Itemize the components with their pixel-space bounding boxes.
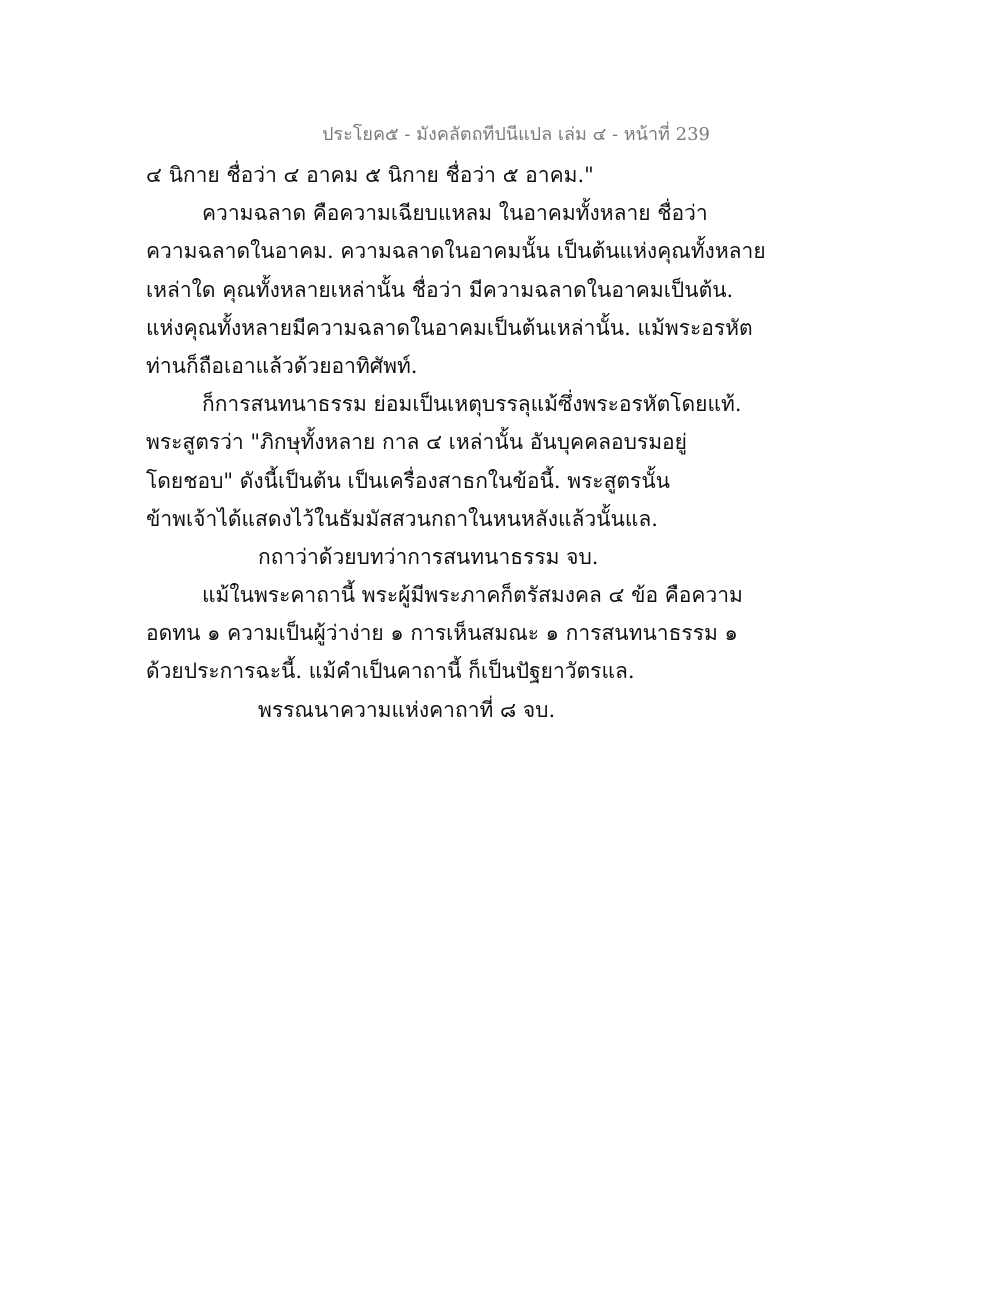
paragraph-start-line: ก็การสนทนาธรรม ย่อมเป็นเหตุบรรลุแม้ซึ่งพระอรหัตโดยแท้. — [202, 392, 742, 417]
text-line: ข้าพเจ้าได้แสดงไว้ในธัมมัสสวนกถาในหนหลังแล้วนั้นแล. — [146, 506, 658, 531]
running-header: ประโยค๕ - มังคลัตถทีปนีแปล เล่ม ๔ - หน้าที่ 239 — [322, 124, 710, 145]
section-end-heading: พรรณนาความแห่งคาถาที่ ๘ จบ. — [258, 697, 556, 722]
text-line: ด้วยประการฉะนี้. แม้คำเป็นคาถานี้ ก็เป็นปัฐยาวัตรแล. — [146, 659, 635, 684]
text-line: แห่งคุณทั้งหลายมีความฉลาดในอาคมเป็นต้นเหล่านั้น. แม้พระอรหัต — [146, 315, 753, 340]
text-line: ท่านก็ถือเอาแล้วด้วยอาทิศัพท์. — [146, 353, 418, 378]
text-line: อดทน ๑ ความเป็นผู้ว่าง่าย ๑ การเห็นสมณะ ๑ การสนทนาธรรม ๑ — [146, 621, 738, 646]
text-line: ความฉลาดในอาคม. ความฉลาดในอาคมนั้น เป็นต้นแห่งคุณทั้งหลาย — [146, 239, 766, 264]
text-line: เหล่าใด คุณทั้งหลายเหล่านั้น ชื่อว่า มีความฉลาดในอาคมเป็นต้น. — [146, 277, 734, 302]
text-line: พระสูตรว่า "ภิกษุทั้งหลาย กาล ๔ เหล่านั้น อันบุคคลอบรมอยู่ — [146, 430, 687, 455]
paragraph-start-line: แม้ในพระคาถานี้ พระผู้มีพระภาคก็ตรัสมงคล ๔ ข้อ คือความ — [202, 583, 743, 608]
section-end-heading: กถาว่าด้วยบทว่าการสนทนาธรรม จบ. — [258, 544, 599, 569]
body-text — [146, 156, 766, 729]
text-line: ๔ นิกาย ชื่อว่า ๔ อาคม ๕ นิกาย ชื่อว่า ๕ อาคม." — [146, 163, 594, 187]
paragraph-start-line: ความฉลาด คือความเฉียบแหลม ในอาคมทั้งหลาย ชื่อว่า — [202, 201, 708, 226]
text-line: โดยชอบ" ดังนี้เป็นต้น เป็นเครื่องสาธกในข้อนี้. พระสูตรนั้น — [146, 468, 671, 493]
